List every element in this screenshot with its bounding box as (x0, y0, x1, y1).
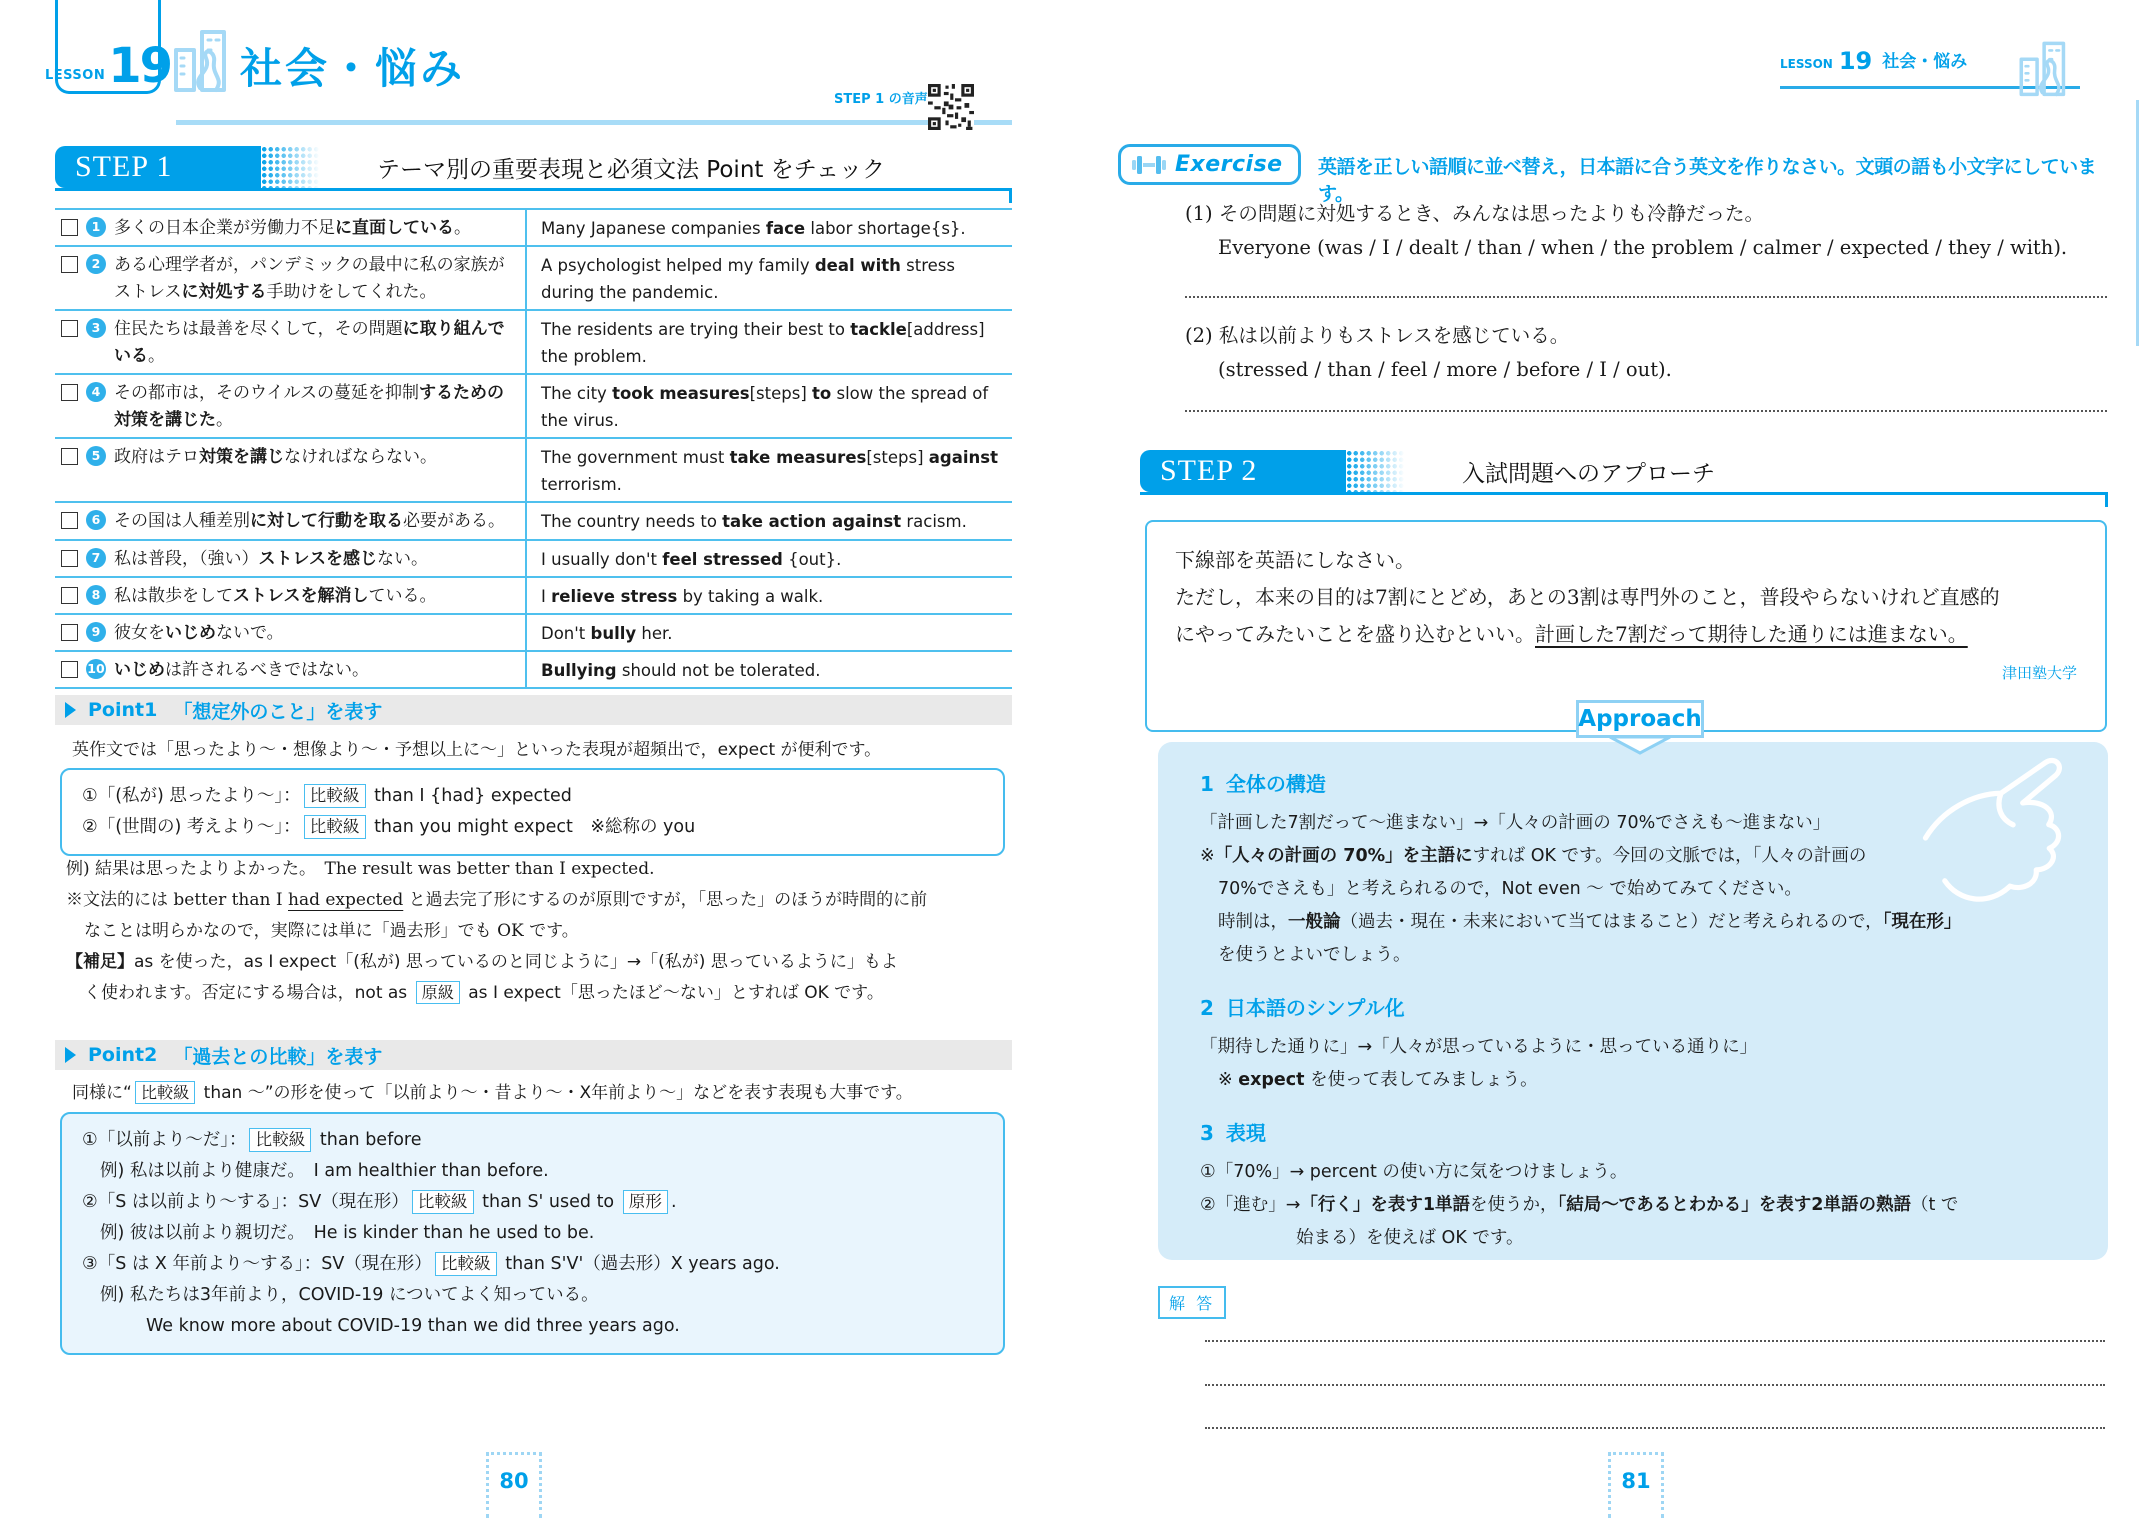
title-underline (176, 120, 1012, 125)
page-edge-line (2136, 100, 2139, 346)
phrase-row (55, 375, 1012, 439)
question-number: (2) (1185, 324, 1213, 347)
step2-pill (1140, 450, 1346, 492)
approach-badge: Approach (1576, 700, 1704, 738)
box-line: ②「S は以前より～する」：SV（現在形） 比較級 than S' used to 原形 . (82, 1192, 677, 1212)
question-2-english: (stressed / than / feel / more / before / I / out). (1218, 358, 1672, 381)
halftone-decoration (1346, 450, 1410, 492)
approach-section-number: 2 (1200, 996, 1214, 1020)
point2-heading (55, 1040, 1012, 1070)
page-title: 社会・悩み (240, 44, 466, 93)
point2-label: Point2 (88, 1044, 158, 1066)
point2-title: 「過去との比較」を表す (173, 1045, 383, 1068)
row-number-badge: 4 (86, 382, 106, 402)
question-number: (1) (1185, 202, 1213, 225)
box-line: 例) 私は以前より健康だ。 I am healthier than before. (100, 1161, 549, 1181)
approach-line: 70%でさえも」と考えられるので，Not even ～ で始めてみてください。 (1218, 879, 1802, 899)
row-number-badge: 1 (86, 217, 106, 237)
header-lesson-number: 19 (1838, 47, 1873, 75)
checkbox-icon[interactable] (61, 624, 78, 641)
approach-section-title (1200, 992, 2066, 1021)
phrase-row (55, 311, 1012, 375)
page-number-left: 80 (486, 1452, 542, 1518)
problem-instruction: 下線部を英語にしなさい。 (1175, 548, 1415, 572)
phrase-japanese-cell (61, 583, 513, 610)
question-1-english: Everyone (was / I / dealt / than / when / the problem / calmer / expected / they / with). (1218, 236, 2068, 259)
question-text: その問題に対処するとき、みんなは思ったよりも冷静だった。 (1218, 202, 1765, 225)
checkbox-icon[interactable] (61, 661, 78, 678)
header-lesson-title: 社会・悩み (1882, 52, 1968, 72)
phrase-row (55, 247, 1012, 311)
phrase-japanese-cell (61, 657, 513, 684)
box-line: 例) 私たちは3年前より，COVID-19 についてよく知っている。 (100, 1285, 599, 1305)
problem-body-line: にやってみたいことを盛り込むといい。計画した7割だって期待した通りには進まない。 (1175, 622, 1968, 646)
note-line: く使われます。否定にする場合は，not as 原級 as I expect「思ったほど～ない」とすれば OK です。 (84, 983, 884, 1003)
triangle-right-icon (65, 1047, 76, 1063)
phrase-row (55, 615, 1012, 652)
lesson-number: 19 (108, 38, 172, 94)
phrase-japanese-cell (61, 546, 513, 573)
checkbox-icon[interactable] (61, 384, 78, 401)
phrase-row (55, 578, 1012, 615)
answer-line (1185, 296, 2107, 298)
phrase-japanese: 私は散歩をしてストレスを解消している。 (114, 586, 437, 606)
answer-line (1205, 1384, 2105, 1386)
point1-box (60, 768, 1005, 856)
approach-section-heading: 表現 (1225, 1121, 1266, 1145)
step2-rule (1140, 492, 2108, 495)
answer-label: 解 答 (1158, 1286, 1226, 1319)
phrase-row (55, 210, 1012, 247)
phrase-japanese-cell (61, 215, 513, 242)
approach-section-number: 3 (1200, 1121, 1214, 1145)
phrase-japanese-cell (61, 380, 513, 434)
point1-box-lines (82, 781, 983, 843)
exercise-instruction: 英語を正しい語順に並べ替え，日本語に合う英文を作りなさい。文頭の語も小文字にしています。 (1318, 156, 2097, 205)
checkbox-icon[interactable] (61, 550, 78, 567)
phrase-japanese-cell (61, 444, 513, 498)
answer-line (1205, 1427, 2105, 1429)
phrase-japanese-cell (61, 508, 513, 536)
building-icon (170, 26, 236, 94)
point1-notes (66, 854, 1008, 1009)
right-page-header (1780, 47, 1968, 75)
checkbox-icon[interactable] (61, 219, 78, 236)
phrase-japanese: 住民たちは最善を尽くして，その問題に取り組んでいる。 (114, 319, 505, 366)
approach-section-title (1200, 768, 2066, 797)
phrase-japanese: 彼女をいじめないで。 (114, 623, 284, 643)
lesson-label: LESSON (44, 68, 106, 83)
row-number-badge: 2 (86, 254, 106, 274)
step2-title: 入試問題へのアプローチ (1462, 460, 1715, 487)
problem-source: 津田塾大学 (2001, 664, 2077, 682)
step1-rule (55, 188, 1012, 191)
row-number-badge: 7 (86, 548, 106, 568)
step2-rule-tick (2105, 492, 2108, 507)
step1-pill (55, 146, 261, 188)
point2-box-lines (82, 1125, 983, 1342)
phrase-japanese: いじめは許されるべきではない。 (114, 660, 369, 680)
note-line: 例) 結果は思ったよりよかった。 The result was better than I expected. (66, 859, 655, 879)
step1-rule-tick (1009, 188, 1012, 203)
row-number-badge: 3 (86, 318, 106, 338)
problem-body-line: ただし，本来の目的は7割にとどめ，あとの3割は専門外のこと，普段やらないけれど直感的 (1175, 585, 2000, 609)
box-line: ①「以前より～だ」： 比較級 than before (82, 1130, 422, 1150)
approach-line: ①「70%」→ percent の使い方に気をつけましょう。 (1200, 1162, 1628, 1182)
phrase-english: I usually don't feel stressed {out}. (541, 550, 842, 569)
phrase-japanese: ある心理学者が，パンデミックの最中に私の家族がストレスに対処する手助けをしてくれた。 (114, 255, 505, 302)
note-line: 【補足】as を使った，as I expect「(私が) 思っているのと同じように」→「(私が) 思っているように」もよ (66, 952, 898, 972)
approach-line: を使うとよいでしょう。 (1218, 945, 1411, 965)
header-lesson-label: LESSON (1780, 57, 1833, 71)
phrase-table (55, 208, 1012, 689)
phrase-row (55, 503, 1012, 541)
table-column-divider (525, 210, 527, 689)
halftone-decoration (261, 146, 325, 188)
approach-line: ※「人々の計画の 70%」を主語にすれば OK です。今回の文脈では，「人々の計画の (1200, 846, 1867, 866)
phrase-japanese: 政府はテロ対策を講じなければならない。 (114, 447, 437, 467)
row-number-badge: 10 (86, 659, 106, 679)
box-line: 例) 彼は以前より親切だ。 He is kinder than he used to be. (100, 1223, 595, 1243)
approach-badge-pointer (1608, 737, 1672, 755)
phrase-japanese-cell (61, 620, 513, 647)
phrase-english: The country needs to take action against racism. (541, 512, 967, 531)
box-line: ①「(私が) 思ったより～」： 比較級 than I {had} expected (82, 786, 572, 806)
triangle-right-icon (65, 702, 76, 718)
lesson-badge (44, 0, 172, 94)
point1-intro: 英作文では「思ったより～・想像より～・予想以上に～」といった表現が超頻出で，expect が便利です。 (72, 740, 882, 760)
approach-line: ※ expect を使って表してみましょう。 (1218, 1070, 1538, 1090)
step2-label: STEP 2 (1160, 454, 1258, 487)
question-text: 私は以前よりもストレスを感じている。 (1218, 324, 1570, 347)
note-line: なことは明らかなので，実際には単に「過去形」でも OK です。 (84, 921, 579, 941)
row-number-badge: 8 (86, 585, 106, 605)
row-number-badge: 6 (86, 510, 106, 530)
qr-code-icon[interactable] (928, 84, 974, 130)
step2-banner (1140, 450, 2108, 492)
phrase-japanese-cell (61, 316, 513, 370)
exercise-pill (1118, 144, 1301, 185)
phrase-english: The city took measures[steps] to slow the spread of the virus. (541, 384, 989, 430)
phrase-japanese: 多くの日本企業が労働力不足に直面している。 (114, 218, 471, 238)
step1-title: テーマ別の重要表現と必須文法 Point をチェック (377, 156, 886, 183)
point1-heading (55, 695, 1012, 725)
approach-section-heading: 日本語のシンプル化 (1225, 996, 1405, 1020)
page-number-right: 81 (1608, 1452, 1664, 1518)
dumbbell-icon (1132, 154, 1166, 176)
approach-section-heading: 全体の構造 (1225, 772, 1326, 796)
approach-panel (1158, 742, 2108, 1260)
box-line: We know more about COVID-19 than we did three years ago. (146, 1316, 680, 1336)
approach-line: 「計画した7割だって～進まない」→「人々の計画の 70%でさえも～進まない」 (1200, 813, 1831, 833)
approach-section-number: 1 (1200, 772, 1214, 796)
point2-box (60, 1112, 1005, 1355)
phrase-japanese-cell (61, 252, 513, 306)
step1-label: STEP 1 (75, 150, 173, 183)
phrase-english: Many Japanese companies face labor shortage{s}. (541, 219, 966, 238)
approach-line: 始まる）を使えば OK です。 (1296, 1228, 1524, 1248)
phrase-english: The residents are trying their best to tackle[address] the problem. (541, 320, 985, 366)
approach-line: ②「進む」→「行く」を表す1単語を使うか，「結局～であるとわかる」を表す2単語の熟語（t で (1200, 1195, 1959, 1215)
building-icon (2016, 38, 2074, 98)
note-line: ※文法的には better than I had expected と過去完了形にするのが原則ですが，「思った」のほうが時間的に前 (66, 890, 928, 910)
step1-banner (55, 146, 1012, 188)
question-2-japanese (1185, 320, 1569, 348)
approach-section-title (1200, 1117, 2066, 1146)
phrase-row (55, 541, 1012, 578)
box-line: ②「(世間の) 考えより～」： 比較級 than you might expect ※総称の you (82, 817, 696, 837)
answer-line (1185, 410, 2107, 412)
checkbox-icon[interactable] (61, 587, 78, 604)
phrase-english: Bullying should not be tolerated. (541, 661, 821, 680)
answer-line (1205, 1340, 2105, 1342)
phrase-japanese: その都市は，そのウイルスの蔓延を抑制するための対策を講じた。 (114, 383, 504, 430)
phrase-japanese: 私は普段，（強い）ストレスを感じない。 (114, 549, 428, 569)
point1-title: 「想定外のこと」を表す (173, 700, 383, 723)
audio-label: STEP 1 の音声 (834, 92, 928, 107)
box-line: ③「S は X 年前より～する」：SV（現在形） 比較級 than S'V'（過去形）X years ago. (82, 1254, 780, 1274)
checkbox-icon[interactable] (61, 448, 78, 465)
phrase-english: I relieve stress by taking a walk. (541, 587, 824, 606)
phrase-japanese: その国は人種差別に対して行動を取る必要がある。 (114, 511, 505, 531)
question-1-japanese (1185, 198, 1764, 226)
checkbox-icon[interactable] (61, 256, 78, 273)
checkbox-icon[interactable] (61, 320, 78, 337)
phrase-english: The government must take measures[steps] against terrorism. (541, 448, 998, 494)
checkbox-icon[interactable] (61, 512, 78, 529)
phrase-table-rows (55, 210, 1012, 689)
point1-label: Point1 (88, 699, 158, 721)
row-number-badge: 9 (86, 622, 106, 642)
exercise-label: Exercise (1175, 152, 1283, 177)
phrase-english: A psychologist helped my family deal with stress during the pandemic. (541, 256, 955, 302)
approach-line: 時制は，一般論（過去・現在・未来において当てはまること）だと考えられるので，「現在形」 (1218, 912, 1962, 932)
point2-intro: 同様に“ 比較級 than ～”の形を使って「以前より～・昔より～・X年前より～」などを表す表現も大事です。 (72, 1083, 913, 1103)
phrase-row (55, 439, 1012, 503)
approach-sections (1200, 768, 2066, 1255)
phrase-english: Don't bully her. (541, 624, 673, 643)
phrase-row (55, 652, 1012, 689)
row-number-badge: 5 (86, 446, 106, 466)
approach-line: 「期待した通りに」→「人々が思っているように・思っている通りに」 (1200, 1037, 1758, 1057)
